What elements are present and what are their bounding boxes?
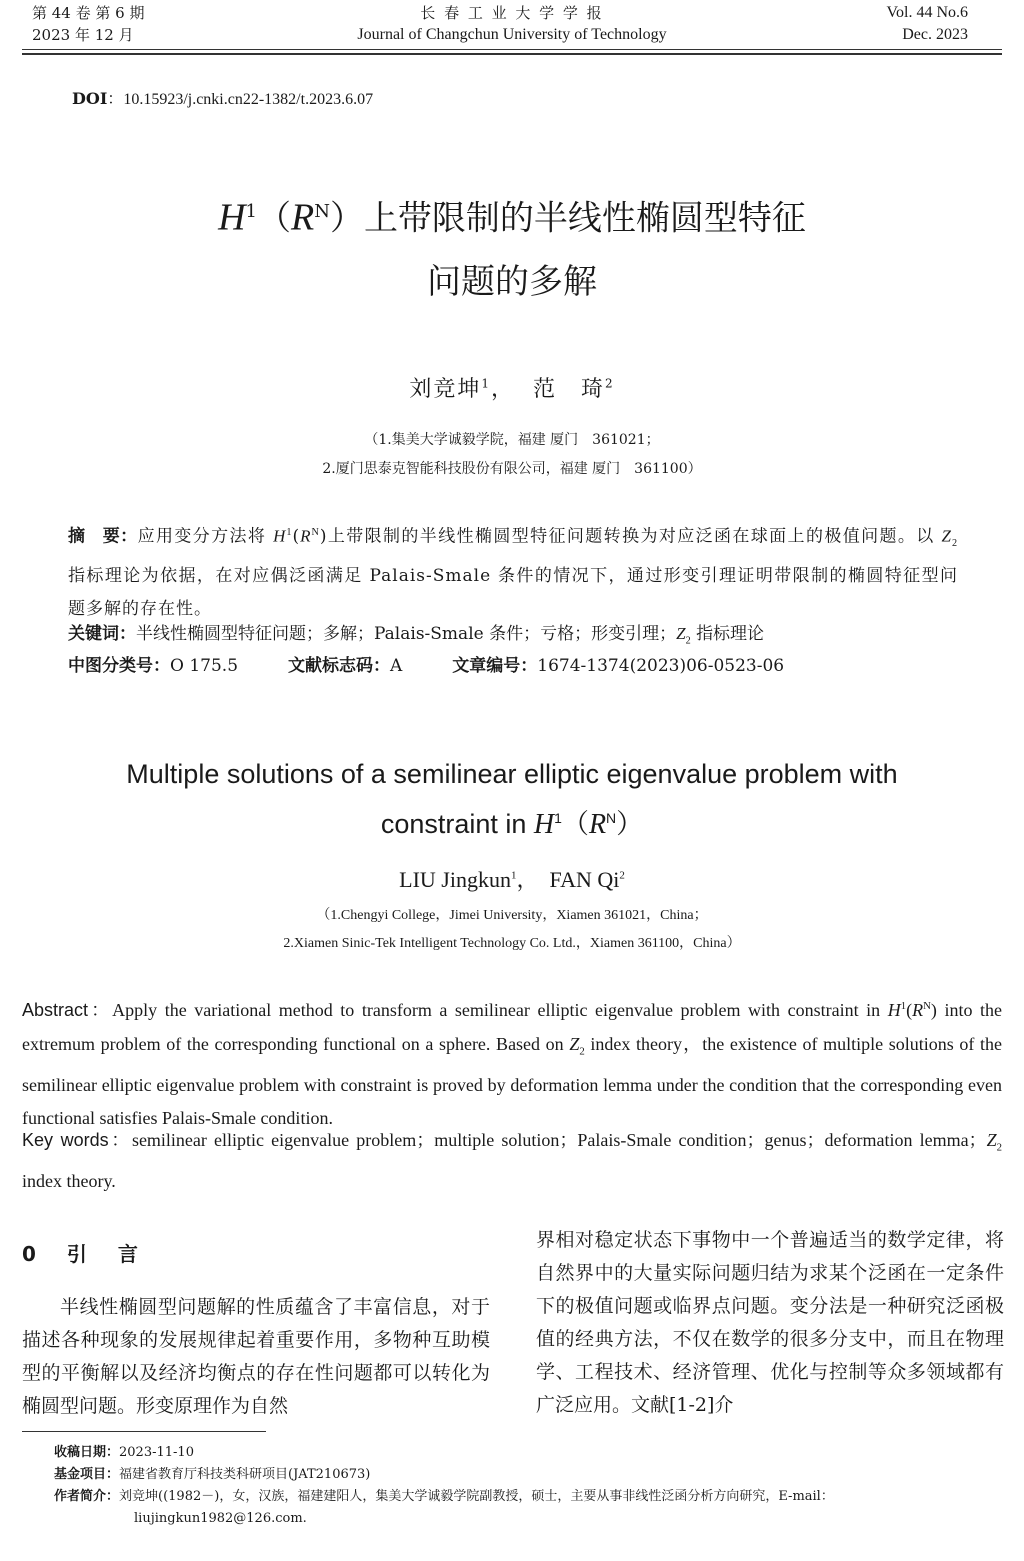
author-1-en: LIU Jingkun: [399, 867, 511, 892]
keywords-cn-label: 关键词：: [68, 624, 136, 644]
date-en: Dec. 2023: [902, 26, 968, 43]
volume-issue: 第 44 卷 第 6 期: [32, 4, 145, 22]
author-2-cn: 范 琦: [533, 377, 606, 402]
footnote-received: [54, 1442, 1004, 1464]
affiliations-en: [0, 902, 1024, 958]
math-r-sup: N: [606, 810, 617, 826]
math-h: H: [533, 809, 555, 840]
footnote-fund: [54, 1464, 1004, 1486]
math-z-sub: 2: [685, 635, 691, 647]
paper-title-cn: [0, 180, 1024, 314]
doi-label: DOI: [72, 89, 108, 108]
abstract-cn-text-3: 指标理论为依据，在对应偶泛函满足 Palais-Smale 条件的情况下，通过形变引理证明带限制的椭圆特征型问题多解的存在性。: [68, 566, 958, 620]
doc-code-label: 文献标志码：: [288, 656, 391, 676]
abstract-cn-text-1: 应用变分方法将: [137, 526, 267, 547]
journal-name-en: Journal of Changchun University of Technology: [357, 26, 667, 43]
title-cn-line1: $H^1(R^N)$上带限制的半线性椭圆型特征: [218, 196, 806, 239]
abstract-en-label: Abstract：: [22, 1000, 113, 1020]
math-h: H: [273, 526, 287, 546]
article-no-value: 1674-1374(2023)06-0523-06: [537, 656, 785, 676]
author-2-en: FAN Qi: [549, 867, 620, 892]
received-label: 收稿日期：: [54, 1445, 120, 1460]
header-rule-thick: [22, 53, 1002, 55]
fund-value: 福建省教育厅科技类科研项目(JAT210673): [119, 1467, 371, 1482]
footnote-author: [54, 1486, 1004, 1530]
affiliation-cn-1: （1.集美大学诚毅学院，福建 厦门 361021；: [364, 432, 660, 448]
issue-date-cn: 2023 年 12 月: [32, 26, 134, 44]
abstract-cn-label: 摘 要：: [68, 526, 138, 547]
received-value: 2023-11-10: [119, 1445, 194, 1460]
article-no-label: 文章编号：: [452, 656, 538, 676]
keywords-en-label: Key words：: [22, 1130, 132, 1150]
affiliation-en-1: （1.Chengyi College，Jimei University，Xiamen 361021，China；: [316, 908, 708, 923]
clc-value: O 175.5: [170, 656, 239, 676]
keywords-en: [22, 1124, 1002, 1199]
classification-line: [68, 650, 958, 683]
math-h-sup: 1: [286, 527, 293, 538]
section-heading-intro: 0 引 言: [22, 1242, 150, 1266]
author-1-en-sup: 1: [510, 869, 517, 882]
math-z: Z: [941, 526, 952, 546]
doi-line: DOI：10.15923/j.cnki.cn22-1382/t.2023.6.07: [72, 89, 374, 108]
math-h: H: [887, 1000, 901, 1020]
volume-en: Vol. 44 No.6: [886, 4, 968, 21]
abstract-cn-text-2: 上带限制的半线性椭圆型特征问题转换为对应泛函在球面上的极值问题。以: [327, 526, 935, 547]
abstract-en-text-3: index theory，the existence of multiple solutions of the semilinear elliptic eigenvalue problem with constraint is proved by deformation lemma under the condition that the corresponding even functional satisfies Palais-Smale condition.: [22, 1033, 1003, 1129]
author-2-sup: 2: [605, 376, 615, 391]
math-r: R: [912, 1000, 924, 1020]
keywords-cn-text: 半线性椭圆型特征问题；多解；Palais-Smale 条件；亏格；形变引理；: [136, 624, 677, 644]
abstract-en-text-2: into the extremum problem of the corresponding functional on a sphere. Based on: [22, 1000, 1003, 1054]
affiliation-en-2: 2.Xiamen Sinic-Tek Intelligent Technology Co. Ltd.，Xiamen 361100，China）: [283, 936, 741, 951]
authors-cn: [0, 372, 1024, 403]
journal-volume-en: [780, 2, 968, 46]
affiliations-cn: [0, 426, 1024, 484]
doc-code-value: A: [390, 656, 403, 676]
keywords-cn-tail: 指标理论: [696, 624, 765, 644]
math-r-sup: N: [311, 527, 320, 538]
author-2-en-sup: 2: [619, 869, 625, 882]
clc-label: 中图分类号：: [68, 656, 170, 676]
author-sep: ，: [490, 377, 515, 402]
math-h-sup: 1: [900, 1000, 907, 1012]
math-z-sub: 2: [996, 1141, 1002, 1154]
abstract-en: Abstract：Apply the variational method to transform a semilinear elliptic eigenvalue problem with constraint in $H^1(R^N)$ into the extremum problem of the corresponding functional on a sphere. Based on $Z_2$ index theory，the existence of multiple solutions of the semilinear elliptic eigenvalue problem with constraint is proved by deformation lemma under the condition that the corresponding even functional satisfies Palais-Smale condition.: [22, 1000, 1003, 1129]
math-r: R: [300, 526, 312, 546]
paper-title-en: [0, 752, 1024, 847]
abstract-cn: 摘 要：应用变分方法将 $H^1(R^N)$上带限制的半线性椭圆型特征问题转换为对应泛函在球面上的极值问题。以 $Z_2$ 指标理论为依据，在对应偶泛函满足 Palais-Smale 条件的情况下，通过形变引理证明带限制的椭圆特征型问题多解的存在性。: [68, 526, 959, 620]
body-text-left: 半线性椭圆型问题解的性质蕴含了丰富信息，对于描述各种现象的发展规律起着重要作用，多物种互助模型的平衡解以及经济均衡点的存在性问题都可以转化为椭圆型问题。形变原理作为自然: [22, 1296, 490, 1417]
title-en-text: constraint in: [380, 809, 527, 839]
abstract-en-text-1: Apply the variational method to transform a semilinear elliptic eigenvalue problem with constraint in: [112, 1000, 881, 1020]
math-z-sub: 2: [579, 1045, 585, 1058]
math-r: R: [588, 809, 607, 840]
author-email: liujingkun1982@126.com.: [134, 1511, 307, 1526]
footnote-rule: [22, 1431, 266, 1432]
math-r-sup: N: [923, 1000, 931, 1012]
keywords-en-tail: index theory.: [22, 1171, 116, 1192]
math-z: Z: [986, 1130, 997, 1150]
math-h: H: [218, 196, 246, 239]
author-1-sup: 1: [481, 376, 491, 391]
doi-value: 10.15923/j.cnki.cn22-1382/t.2023.6.07: [123, 91, 374, 108]
author-1-cn: 刘竞坤: [409, 377, 482, 402]
math-h-sup: 1: [245, 201, 257, 222]
authors-en: [0, 863, 1024, 894]
math-r: R: [290, 196, 315, 239]
math-z: Z: [569, 1033, 580, 1054]
math-h-sup: 1: [554, 810, 562, 826]
title-cn-line2: 问题的多解: [427, 262, 597, 303]
math-z: Z: [676, 624, 686, 643]
affiliation-cn-2: 2.厦门思泰克智能科技股份有限公司，福建 厦门 361100）: [322, 461, 702, 477]
fund-label: 基金项目：: [54, 1467, 120, 1482]
math-z-sub: 2: [951, 538, 959, 550]
title-cn-text: 上带限制的半线性椭圆型特征: [363, 198, 806, 239]
math-r-sup: N: [314, 201, 330, 222]
body-text-right: 界相对稳定状态下事物中一个普遍适当的数学定律，将自然界中的大量实际问题归结为求某个泛函在一定条件下的极值问题或临界点问题。变分法是一种研究泛函极值的经典方法，不仅在数学的很多分支中，而且在物理学、工程技术、经济管理、优化与控制等众多领域都有广泛应用。文献[1-2]介: [536, 1229, 1004, 1416]
title-en-line1: Multiple solutions of a semilinear elliptic eigenvalue problem with: [126, 759, 898, 789]
keywords-en-text: semilinear elliptic eigenvalue problem；multiple solution；Palais-Smale condition；genus；deformation lemma；: [131, 1130, 987, 1150]
journal-name-cn: 长 春 工 业 大 学 学 报: [420, 4, 604, 22]
header-rule-thin: [22, 49, 1002, 50]
title-en-line2: constraint in $H^1(R^N)$: [380, 809, 644, 840]
author-bio-value: 刘竞坤((1982－)，女，汉族，福建建阳人，集美大学诚毅学院副教授，硕士，主要从事非线性泛函分析方向研究，E-mail：: [119, 1489, 834, 1504]
author-bio-label: 作者简介：: [54, 1489, 120, 1504]
author-en-sep: ，: [516, 867, 539, 892]
